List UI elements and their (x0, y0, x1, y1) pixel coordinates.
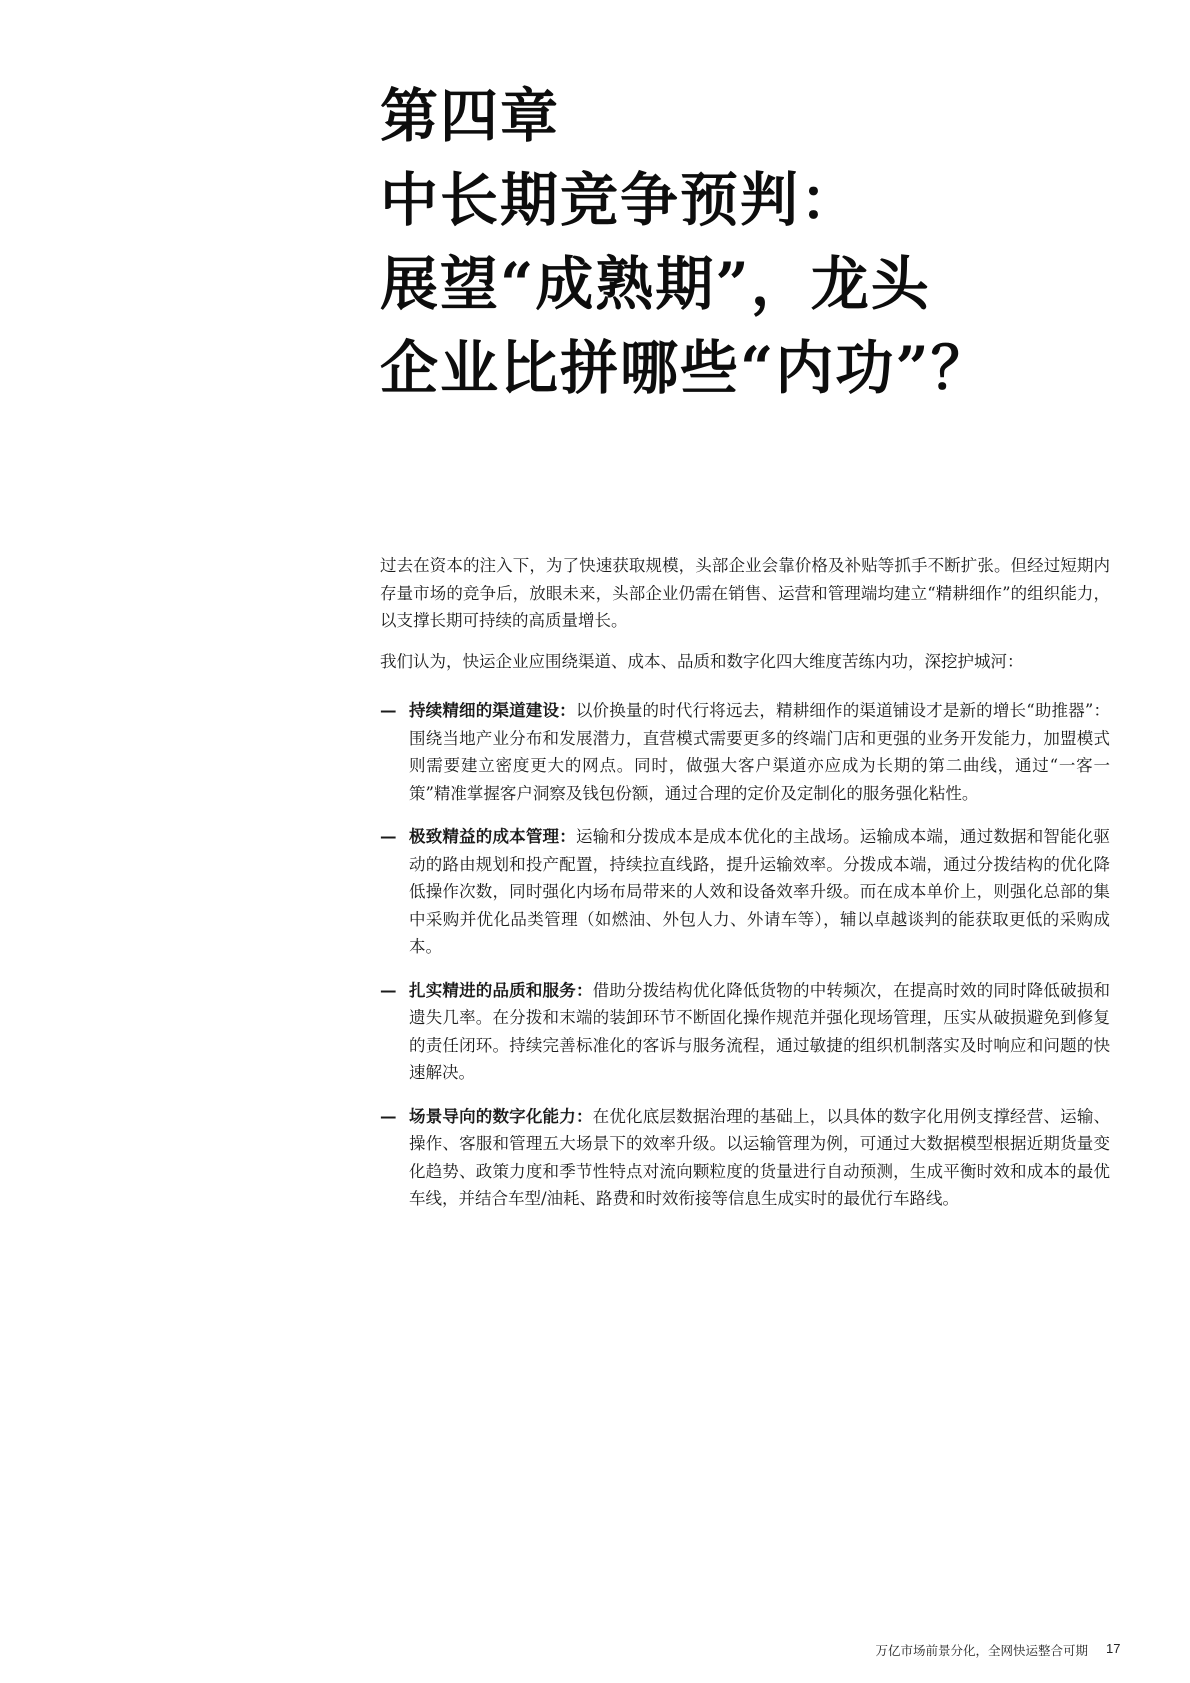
bullet-text: 借助分拨结构优化降低货物的中转频次，在提高时效的同时降低破损和遗失几率。在分拨和末端的装卸环节不断固化操作规范并强化现场管理，压实从破损避免到修复的责任闭环。持续完善标准化的客诉与服务流程，通过敏捷的组织机制落实及时响应和问题的快速解决。 (409, 980, 1111, 1082)
bullet-dash: — (380, 701, 397, 720)
footer-title: 万亿市场前景分化，全网快运整合可期 (875, 1643, 1088, 1658)
bullet-dash: — (380, 827, 397, 846)
page-footer (0, 1641, 1190, 1665)
bullet-dash: — (380, 980, 397, 1000)
bullet-term: 极致精益的成本管理： (409, 827, 576, 846)
intro-paragraph: 过去在资本的注入下，为了快速获取规模，头部企业会靠价格及补贴等抓手不断扩张。但经过短期内存量市场的竞争后，放眼未来，头部企业仍需在销售、运营和管理端均建立“精耕细作”的组织能力，以支撑长期可持续的高质量增长。 (380, 556, 1110, 630)
chapter-heading-line-2: 中长期竞争预判： (380, 166, 861, 234)
lead-paragraph: 我们认为，快运企业应围绕渠道、成本、品质和数字化四大维度苦练内功，深挖护城河： (380, 651, 1024, 671)
bullet-item-digital (380, 1103, 1110, 1213)
bullet-item-channel (380, 697, 1110, 807)
body-text (380, 552, 1110, 1229)
chapter-heading-line-3: 展望“成熟期”，龙头 (380, 250, 931, 318)
bullet-text: 以价换量的时代行将远去，精耕细作的渠道铺设才是新的增长“助推器”：围绕当地产业分布和发展潜力，直营模式需要更多的终端门店和更强的业务开发能力，加盟模式则需要建立密度更大的网点。同时，做强大客户渠道亦应成为长期的第二曲线，通过“一客一策”精准掌握客户洞察及钱包份额，通过合理的定价及定制化的服务强化粘性。 (409, 701, 1111, 803)
chapter-heading (380, 74, 1120, 410)
chapter-heading-line-1: 第四章 (380, 82, 561, 150)
bullet-text: 运输和分拨成本是成本优化的主战场。运输成本端，通过数据和智能化驱动的路由规划和投产配置，持续拉直线路，提升运输效率。分拨成本端，通过分拨结构的优化降低操作次数，同时强化内场布局带来的人效和设备效率升级。而在成本单价上，则强化总部的集中采购并优化品类管理（如燃油、外包人力、外请车等），辅以卓越谈判的能获取更低的采购成本。 (409, 827, 1111, 956)
bullet-text: 在优化底层数据治理的基础上，以具体的数字化用例支撑经营、运输、操作、客服和管理五大场景下的效率升级。以运输管理为例，可通过大数据模型根据近期货量变化趋势、政策力度和季节性特点对流向颗粒度的货量进行自动预测，生成平衡时效和成本的最优车线，并结合车型/油耗、路费和时效衔接等信息生成实时的最优行车路线。 (409, 1106, 1111, 1208)
bullet-dash: — (380, 1106, 397, 1126)
bullet-term: 扎实精进的品质和服务： (409, 980, 593, 1000)
bullet-term: 场景导向的数字化能力： (409, 1106, 593, 1126)
page-number: 17 (1106, 1641, 1121, 1656)
bullet-list (380, 697, 1110, 1213)
bullet-term: 持续精细的渠道建设： (409, 701, 576, 720)
bullet-item-quality (380, 977, 1110, 1087)
chapter-heading-line-4: 企业比拼哪些“内功”？ (380, 334, 991, 402)
bullet-item-cost (380, 823, 1110, 961)
